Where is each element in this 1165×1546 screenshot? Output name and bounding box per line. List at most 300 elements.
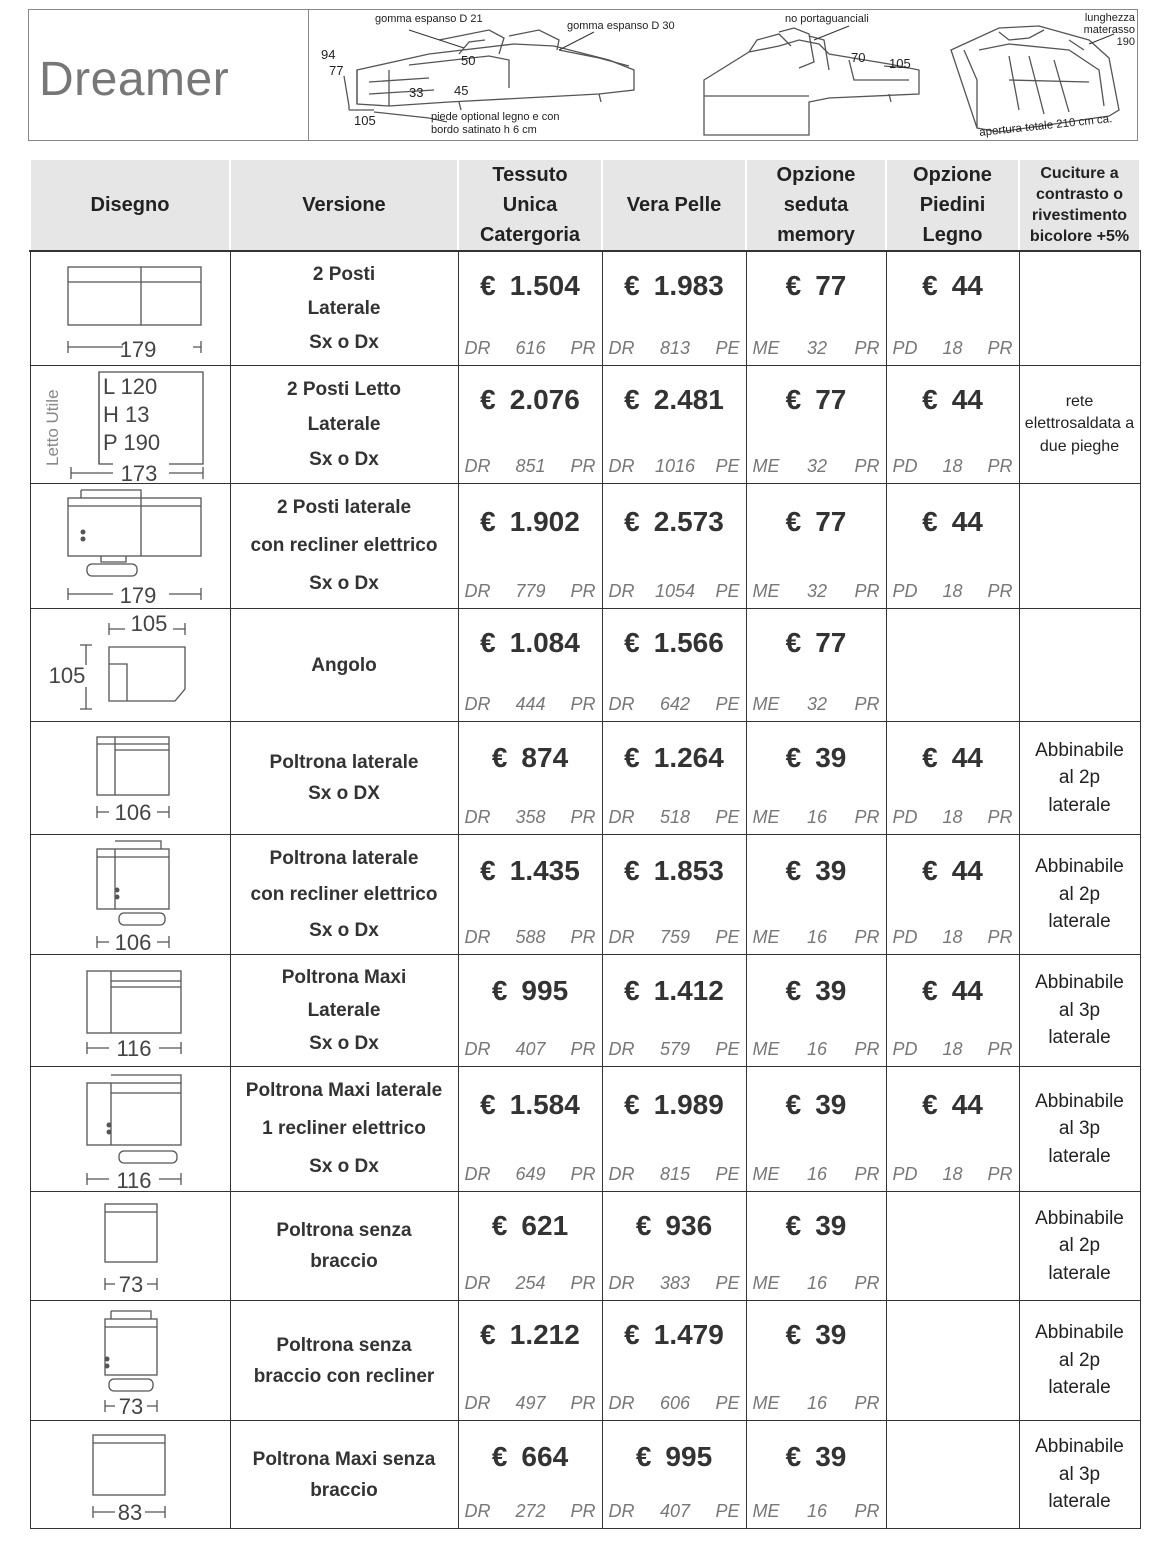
- price-fabric: [458, 1067, 602, 1192]
- note-line: al 3p: [1058, 1463, 1101, 1485]
- price-value: 1.264: [653, 742, 724, 773]
- code-suffix: PR: [987, 927, 1013, 947]
- col-cuciture: Cuciture a contrasto o rivestimento bicolore +5%: [1019, 160, 1140, 251]
- dimension-label: 73: [118, 1272, 143, 1297]
- price-value: 39: [815, 1319, 847, 1350]
- version-cell: [230, 722, 458, 835]
- version-cell: [230, 251, 458, 366]
- price-memory: [746, 609, 886, 722]
- code-prefix: ME: [752, 694, 780, 714]
- code-suffix: PR: [570, 456, 596, 476]
- price-amount: [459, 1210, 602, 1242]
- code-number: 18: [942, 456, 963, 476]
- code-number: 518: [659, 807, 691, 827]
- price-value: 77: [815, 384, 847, 415]
- price-leather: [602, 1421, 746, 1529]
- code-prefix: PD: [892, 581, 918, 601]
- code-prefix: DR: [464, 1393, 491, 1413]
- article-code: [753, 1501, 880, 1522]
- euro-symbol: €: [785, 742, 802, 773]
- dimension-label: 179: [119, 583, 156, 608]
- code-suffix: PR: [987, 1039, 1013, 1059]
- note-line: laterale: [1048, 794, 1111, 816]
- price-value: 44: [951, 270, 983, 301]
- price-value: 2.076: [509, 384, 580, 415]
- version-line: Poltrona Maxi laterale: [245, 1080, 443, 1101]
- code-suffix: PR: [570, 807, 596, 827]
- price-fabric: [458, 1301, 602, 1421]
- article-code: [465, 694, 596, 715]
- catalog-header: [28, 9, 1138, 141]
- article-code: [465, 338, 596, 359]
- code-suffix: PR: [854, 456, 880, 476]
- euro-symbol: €: [922, 1089, 938, 1120]
- euro-symbol: €: [785, 1089, 802, 1120]
- table-row: [30, 955, 1140, 1067]
- article-code: [609, 456, 740, 477]
- article-code: [753, 1039, 880, 1060]
- code-number: 16: [806, 1039, 827, 1059]
- bed-side-label: Letto Utile: [42, 389, 62, 466]
- version-line: Poltrona Maxi: [281, 967, 407, 988]
- price-value: 621: [521, 1210, 569, 1241]
- price-amount: [459, 1441, 602, 1473]
- note-line: elettrosaldata a: [1024, 415, 1135, 433]
- table-row: [30, 366, 1140, 484]
- price-leather: [602, 1192, 746, 1301]
- code-suffix: PR: [570, 1393, 596, 1413]
- price-wood-feet: [886, 1192, 1019, 1301]
- code-prefix: PD: [892, 338, 918, 358]
- version-line: Poltrona senza: [276, 1220, 412, 1241]
- dim-105-a: 105: [354, 113, 376, 128]
- price-leather: [602, 366, 746, 484]
- euro-symbol: €: [785, 975, 802, 1006]
- price-value: 1.902: [509, 506, 580, 537]
- price-amount: [747, 1441, 886, 1473]
- dimension-label: 106: [114, 800, 151, 825]
- dim-105-b: 105: [889, 56, 911, 71]
- price-amount: [603, 742, 746, 774]
- article-code: [753, 807, 880, 828]
- code-prefix: DR: [608, 927, 635, 947]
- euro-symbol: €: [785, 1319, 802, 1350]
- version-cell: [230, 1067, 458, 1192]
- code-suffix: PR: [570, 338, 596, 358]
- price-leather: [602, 251, 746, 366]
- version-line: Poltrona laterale: [269, 752, 419, 773]
- price-value: 1.412: [653, 975, 724, 1006]
- version-line: Angolo: [311, 654, 377, 676]
- note-line: due pieghe: [1039, 437, 1120, 455]
- euro-symbol: €: [922, 975, 938, 1006]
- code-prefix: ME: [752, 927, 780, 947]
- version-line: con recliner elettrico: [250, 883, 438, 905]
- code-number: 18: [942, 338, 963, 358]
- price-amount: [459, 627, 602, 659]
- euro-symbol: €: [785, 855, 802, 886]
- article-code: [609, 927, 740, 948]
- code-suffix: PR: [987, 456, 1013, 476]
- version-line: braccio: [310, 1479, 378, 1501]
- price-leather: [602, 955, 746, 1067]
- code-suffix: PR: [854, 338, 880, 358]
- price-fabric: [458, 722, 602, 835]
- price-amount: [747, 384, 886, 416]
- code-number: 851: [515, 456, 546, 476]
- price-value: 39: [815, 1089, 847, 1120]
- code-prefix: DR: [608, 694, 635, 714]
- code-prefix: DR: [608, 807, 635, 827]
- price-value: 995: [521, 975, 569, 1006]
- euro-symbol: €: [480, 270, 496, 301]
- euro-symbol: €: [491, 1210, 508, 1241]
- table-row: [30, 484, 1140, 609]
- code-suffix: PE: [715, 927, 740, 947]
- version-line: Laterale: [307, 414, 381, 435]
- note-cell: [1019, 955, 1140, 1067]
- price-value: 664: [521, 1441, 569, 1472]
- price-amount: [603, 1089, 746, 1121]
- note-line: Abbinabile: [1035, 1436, 1124, 1458]
- code-prefix: PD: [892, 1164, 918, 1184]
- version-line: 2 Posti Letto: [286, 379, 401, 400]
- note-line: al 2p: [1058, 883, 1101, 905]
- code-number: 579: [659, 1039, 691, 1059]
- label-feet-note-1: piede optional legno e con: [431, 111, 560, 123]
- sofa-module-icon: [31, 722, 229, 834]
- price-amount: [747, 270, 886, 302]
- code-prefix: PD: [892, 1039, 918, 1059]
- price-wood-feet: [886, 366, 1019, 484]
- code-number: 444: [515, 694, 546, 714]
- code-prefix: ME: [752, 1273, 780, 1293]
- euro-symbol: €: [785, 1210, 802, 1241]
- price-value: 44: [951, 506, 983, 537]
- price-leather: [602, 1301, 746, 1421]
- price-memory: [746, 251, 886, 366]
- dim-50: 50: [461, 53, 476, 68]
- price-amount: [459, 742, 602, 774]
- dimension-label: 116: [115, 1168, 152, 1191]
- price-wood-feet: [886, 722, 1019, 835]
- price-value: 39: [815, 855, 847, 886]
- article-code: [609, 1039, 740, 1060]
- table-row: [30, 722, 1140, 835]
- code-prefix: DR: [608, 1164, 635, 1184]
- price-memory: [746, 484, 886, 609]
- price-amount: [603, 384, 746, 416]
- article-code: [609, 1501, 740, 1522]
- code-suffix: PE: [715, 807, 740, 827]
- code-number: 497: [515, 1393, 546, 1413]
- article-code: [465, 1501, 596, 1522]
- price-leather: [602, 1067, 746, 1192]
- note-line: al 3p: [1058, 999, 1101, 1021]
- version-line: braccio: [310, 1251, 378, 1272]
- price-wood-feet: [886, 955, 1019, 1067]
- price-value: 874: [521, 742, 569, 773]
- note-cell: [1019, 1192, 1140, 1301]
- sofa-module-icon: [31, 1067, 229, 1191]
- price-table: [29, 160, 1141, 1529]
- price-fabric: [458, 955, 602, 1067]
- price-amount: [459, 1319, 602, 1351]
- code-number: 616: [515, 338, 546, 358]
- version-line: 1 recliner elettrico: [262, 1118, 426, 1139]
- code-suffix: PR: [987, 338, 1013, 358]
- price-value: 1.084: [509, 627, 580, 658]
- price-amount: [887, 855, 1019, 887]
- code-suffix: PR: [854, 1164, 880, 1184]
- code-suffix: PR: [570, 1039, 596, 1059]
- dim-70: 70: [851, 50, 866, 65]
- code-suffix: PR: [854, 1501, 880, 1521]
- price-amount: [459, 384, 602, 416]
- price-amount: [747, 1319, 886, 1351]
- code-suffix: PR: [570, 694, 596, 714]
- price-amount: [459, 855, 602, 887]
- price-amount: [887, 742, 1019, 774]
- euro-symbol: €: [491, 975, 508, 1006]
- note-cell: [1019, 366, 1140, 484]
- euro-symbol: €: [624, 855, 640, 886]
- price-value: 1.435: [509, 855, 580, 886]
- code-prefix: DR: [464, 1273, 491, 1293]
- price-value: 2.481: [653, 384, 724, 415]
- code-number: 16: [806, 1501, 827, 1521]
- euro-symbol: €: [922, 742, 938, 773]
- dimension-label: 106: [114, 930, 151, 954]
- code-prefix: DR: [608, 1501, 635, 1521]
- euro-symbol: €: [624, 384, 640, 415]
- version-line: Poltrona Maxi senza: [252, 1448, 436, 1470]
- price-amount: [603, 1319, 746, 1351]
- table-row: [30, 251, 1140, 366]
- euro-symbol: €: [624, 742, 640, 773]
- price-memory: [746, 1421, 886, 1529]
- code-number: 759: [659, 927, 691, 947]
- note-line: Abbinabile: [1035, 972, 1124, 994]
- price-amount: [887, 270, 1019, 302]
- dimension-label: 179: [119, 337, 156, 362]
- table-row: [30, 1067, 1140, 1192]
- price-leather: [602, 835, 746, 955]
- note-cell: [1019, 1421, 1140, 1529]
- sofa-module-icon: [31, 366, 229, 483]
- code-number: 18: [942, 927, 963, 947]
- product-drawing: [30, 1192, 230, 1301]
- code-prefix: DR: [608, 1393, 635, 1413]
- note-line: laterale: [1048, 1145, 1111, 1167]
- price-value: 995: [665, 1441, 713, 1472]
- code-number: 272: [515, 1501, 546, 1521]
- price-amount: [603, 627, 746, 659]
- price-fabric: [458, 609, 602, 722]
- euro-symbol: €: [491, 1441, 508, 1472]
- version-cell: [230, 366, 458, 484]
- code-suffix: PR: [987, 807, 1013, 827]
- euro-symbol: €: [785, 1441, 802, 1472]
- code-suffix: PR: [854, 581, 880, 601]
- bed-depth: P 190: [102, 430, 160, 455]
- euro-symbol: €: [624, 1089, 640, 1120]
- sofa-module-icon: [31, 1421, 229, 1528]
- version-line: Poltrona laterale: [269, 847, 419, 869]
- price-wood-feet: [886, 1301, 1019, 1421]
- price-amount: [603, 975, 746, 1007]
- price-fabric: [458, 366, 602, 484]
- dim-45: 45: [454, 83, 469, 98]
- product-drawing: [30, 484, 230, 609]
- price-value: 39: [815, 1210, 847, 1241]
- code-number: 32: [806, 581, 827, 601]
- code-number: 407: [515, 1039, 546, 1059]
- price-amount: [747, 506, 886, 538]
- dimension-label: 116: [115, 1036, 152, 1061]
- col-tessuto: Tessuto Unica Catergoria: [458, 160, 602, 251]
- code-number: 16: [806, 1273, 827, 1293]
- code-number: 18: [942, 1164, 963, 1184]
- code-suffix: PR: [854, 1393, 880, 1413]
- note-line: laterale: [1048, 1491, 1111, 1513]
- code-suffix: PE: [715, 338, 740, 358]
- label-foam-d21: gomma espanso D 21: [375, 13, 483, 25]
- price-fabric: [458, 1192, 602, 1301]
- table-row: [30, 609, 1140, 722]
- code-number: 1054: [654, 581, 696, 601]
- code-number: 16: [806, 807, 827, 827]
- code-prefix: DR: [464, 807, 491, 827]
- code-prefix: DR: [464, 456, 491, 476]
- product-drawing: [30, 1301, 230, 1421]
- price-leather: [602, 722, 746, 835]
- code-number: 383: [659, 1273, 691, 1293]
- note-line: laterale: [1048, 911, 1111, 933]
- sofa-module-icon: [31, 1301, 229, 1420]
- label-mattress-length: lunghezza materasso 190: [1083, 12, 1135, 48]
- euro-symbol: €: [480, 1089, 496, 1120]
- sofa-module-icon: [31, 609, 229, 721]
- price-value: 77: [815, 506, 847, 537]
- code-number: 16: [806, 1164, 827, 1184]
- dimension-label: 73: [118, 1394, 143, 1419]
- euro-symbol: €: [624, 270, 640, 301]
- version-cell: [230, 955, 458, 1067]
- code-suffix: PR: [987, 1164, 1013, 1184]
- code-prefix: DR: [464, 1164, 491, 1184]
- article-code: [893, 927, 1013, 948]
- note-line: al 2p: [1058, 1235, 1101, 1257]
- euro-symbol: €: [922, 855, 938, 886]
- price-amount: [459, 975, 602, 1007]
- version-cell: [230, 609, 458, 722]
- version-line: 2 Posti laterale: [276, 497, 412, 518]
- price-value: 936: [665, 1210, 713, 1241]
- article-code: [893, 338, 1013, 359]
- article-code: [465, 1039, 596, 1060]
- price-value: 77: [815, 627, 847, 658]
- price-fabric: [458, 835, 602, 955]
- code-prefix: DR: [464, 694, 491, 714]
- price-wood-feet: [886, 1067, 1019, 1192]
- brand-cell: [29, 10, 309, 140]
- version-line: Sx o Dx: [309, 331, 379, 353]
- note-cell: [1019, 484, 1140, 609]
- article-code: [753, 927, 880, 948]
- price-amount: [747, 855, 886, 887]
- note-line: laterale: [1048, 1262, 1111, 1284]
- article-code: [753, 1164, 880, 1185]
- article-code: [753, 456, 880, 477]
- euro-symbol: €: [480, 506, 496, 537]
- code-prefix: PD: [892, 927, 918, 947]
- price-value: 1.479: [653, 1319, 724, 1350]
- code-prefix: ME: [752, 1501, 780, 1521]
- label-feet-note-2: bordo satinato h 6 cm: [431, 124, 537, 136]
- version-cell: [230, 835, 458, 955]
- article-code: [465, 807, 596, 828]
- article-code: [465, 1164, 596, 1185]
- code-prefix: DR: [464, 927, 491, 947]
- product-illustration: [309, 10, 1137, 140]
- article-code: [753, 581, 880, 602]
- price-memory: [746, 955, 886, 1067]
- article-code: [609, 1393, 740, 1414]
- version-line: Laterale: [307, 297, 381, 319]
- product-drawing: [30, 1067, 230, 1192]
- article-code: [465, 1393, 596, 1414]
- code-number: 16: [806, 1393, 827, 1413]
- price-amount: [459, 270, 602, 302]
- euro-symbol: €: [480, 1319, 496, 1350]
- code-suffix: PR: [570, 581, 596, 601]
- price-amount: [887, 975, 1019, 1007]
- article-code: [465, 1273, 596, 1294]
- code-suffix: PR: [987, 581, 1013, 601]
- product-drawing: [30, 722, 230, 835]
- code-prefix: ME: [752, 581, 780, 601]
- version-line: Sx o Dx: [309, 919, 379, 941]
- code-prefix: DR: [608, 581, 635, 601]
- version-line: 2 Posti: [312, 263, 376, 285]
- article-code: [893, 1039, 1013, 1060]
- bed-length: L 120: [102, 374, 157, 399]
- code-prefix: DR: [608, 338, 635, 358]
- price-amount: [603, 506, 746, 538]
- price-value: 2.573: [653, 506, 724, 537]
- version-cell: [230, 484, 458, 609]
- euro-symbol: €: [785, 627, 802, 658]
- price-value: 39: [815, 742, 847, 773]
- col-piedini: Opzione Piedini Legno: [886, 160, 1019, 251]
- price-wood-feet: [886, 835, 1019, 955]
- price-value: 1.989: [653, 1089, 724, 1120]
- code-number: 254: [515, 1273, 546, 1293]
- note-cell: [1019, 609, 1140, 722]
- euro-symbol: €: [480, 384, 496, 415]
- price-memory: [746, 1067, 886, 1192]
- price-memory: [746, 366, 886, 484]
- note-line: Abbinabile: [1035, 1322, 1124, 1344]
- note-line: laterale: [1048, 1027, 1111, 1049]
- product-drawing: [30, 835, 230, 955]
- code-suffix: PR: [570, 927, 596, 947]
- code-number: 18: [942, 581, 963, 601]
- code-prefix: ME: [752, 1393, 780, 1413]
- table-row: [30, 1301, 1140, 1421]
- price-value: 44: [951, 975, 983, 1006]
